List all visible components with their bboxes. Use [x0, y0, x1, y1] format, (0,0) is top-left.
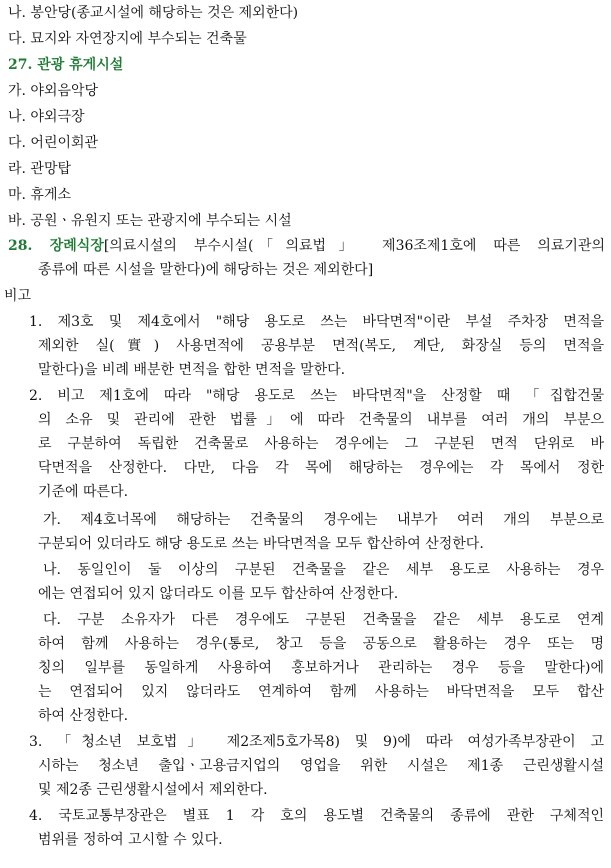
line-text: 시하는 청소년 출입ㆍ고용금지업의 영업을 위한 시설은 제1종 근린생활시설	[38, 758, 604, 774]
text-line	[38, 780, 268, 800]
text-line	[38, 458, 604, 478]
text-line	[8, 236, 605, 256]
text-line	[43, 610, 604, 630]
line-text: 하여 산정한다.	[38, 708, 129, 724]
text-line	[38, 260, 373, 280]
line-text: 기준에 따른다.	[38, 484, 129, 500]
line-text: 범위를 정하여 고시할 수 있다.	[38, 832, 223, 848]
text-line	[38, 756, 604, 776]
line-text: 나. 동일인이 둘 이상의 구분된 건축물을 같은 세부 용도로 사용하는 경우	[43, 562, 604, 578]
line-text: 말한다)을 비례 배분한 면적을 합한 면적을 말한다.	[38, 362, 346, 378]
section-heading: 28. 장례식장	[8, 238, 104, 254]
line-text: 비고	[4, 288, 32, 304]
line-text: 제외한 실(實) 사용면적에 공용부분 면적(복도, 계단, 화장실 등의 면적을	[38, 338, 604, 354]
text-line	[38, 360, 345, 380]
text-line	[29, 386, 604, 406]
line-text: 및 제2종 근린생활시설에서 제외한다.	[38, 782, 268, 798]
text-line	[8, 133, 98, 153]
line-text: 하여 함께 사용하는 경우(통로, 창고 등을 공동으로 활용하는 경우 또는 명	[38, 636, 604, 652]
text-line	[43, 510, 604, 530]
text-line	[8, 211, 292, 231]
line-text: 칭의 일부를 동일하게 사용하여 홍보하거나 관리하는 경우 등을 말한다)에	[38, 660, 604, 676]
text-line	[38, 830, 223, 850]
line-text: 4. 국토교통부장관은 별표 1 각 호의 용도별 건축물의 종류에 관한 구체적인	[29, 808, 604, 824]
text-line	[8, 107, 85, 127]
line-text: 닥면적을 산정한다. 다만, 다음 각 목에 해당하는 경우에는 각 목에서 정한	[38, 460, 604, 476]
text-line	[38, 682, 604, 702]
line-text: 다. 구분 소유자가 다른 경우에도 구분된 건축물을 같은 세부 용도로 연계	[43, 612, 604, 628]
text-line	[8, 159, 71, 179]
line-text: 종류에 따른 시설을 말한다)에 해당하는 것은 제외한다]	[38, 262, 374, 278]
text-line	[8, 29, 247, 49]
text-line	[29, 312, 604, 332]
line-text: 구분되어 있더라도 해당 용도로 쓰는 바닥면적을 모두 합산하여 산정한다.	[38, 536, 484, 552]
text-line	[38, 534, 484, 554]
text-line	[38, 634, 604, 654]
text-line	[8, 81, 98, 101]
text-line	[4, 286, 31, 306]
line-text: 가. 야외음악당	[8, 83, 99, 99]
text-line	[38, 584, 398, 604]
line-text: 1. 제3호 및 제4호에서 "해당 용도로 쓰는 바닥면적"이란 부설 주차장 면적을	[29, 314, 604, 330]
line-text: [의료시설의 부수시설(「의료법」 제36조제1호에 따른 의료기관의	[103, 238, 605, 254]
line-text: 나. 봉안당(종교시설에 해당하는 것은 제외한다)	[8, 5, 299, 21]
text-line	[8, 55, 123, 75]
line-text: 에는 연접되어 있지 않더라도 이를 모두 합산하여 산정한다.	[38, 586, 399, 602]
line-text: 바. 공원ㆍ유원지 또는 관광지에 부수되는 시설	[8, 213, 292, 229]
text-line	[38, 410, 604, 430]
text-line	[38, 658, 604, 678]
line-text: 마. 휴게소	[8, 187, 71, 203]
text-line	[29, 732, 604, 752]
text-line	[43, 560, 604, 580]
line-text: 의 소유 및 관리에 관한 법률」에 따라 건축물의 내부를 여러 개의 부분으	[38, 412, 604, 428]
text-line	[38, 706, 128, 726]
line-text: 다. 묘지와 자연장지에 부수되는 건축물	[8, 31, 247, 47]
text-line	[8, 185, 71, 205]
section-heading: 27. 관광 휴게시설	[8, 57, 124, 73]
text-line	[38, 482, 128, 502]
line-text: 나. 야외극장	[8, 109, 85, 125]
line-text: 라. 관망탑	[8, 161, 71, 177]
line-text: 는 연접되어 있지 않더라도 연계하여 함께 사용하는 바닥면적을 모두 합산	[38, 684, 604, 700]
line-text: 다. 어린이회관	[8, 135, 99, 151]
line-text: 2. 비고 제1호에 따라 "해당 용도로 쓰는 바닥면적"을 산정할 때 「집합건물	[29, 388, 604, 404]
text-line	[29, 806, 604, 826]
text-line	[38, 434, 604, 454]
text-line	[38, 336, 604, 356]
text-line	[8, 3, 298, 23]
line-text: 3. 「청소년 보호법」 제2조제5호가목8) 및 9)에 따라 여성가족부장관이 고	[29, 734, 604, 750]
line-text: 로 구분하여 독립한 건축물로 사용하는 경우에는 그 구분된 면적 단위로 바	[38, 436, 604, 452]
line-text: 가. 제4호너목에 해당하는 건축물의 경우에는 내부가 여러 개의 부분으로	[43, 512, 604, 528]
